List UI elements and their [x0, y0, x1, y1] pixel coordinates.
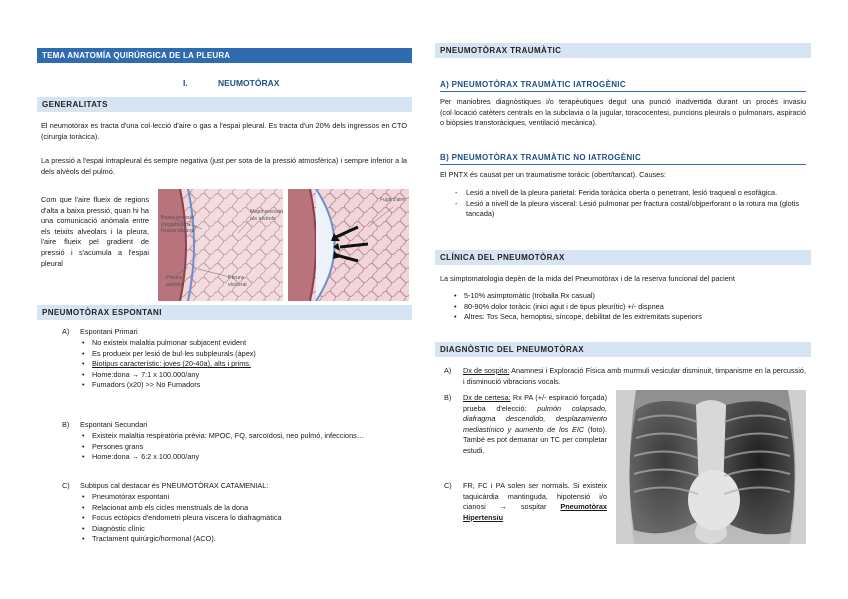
- list-item: [80, 359, 400, 370]
- diagnostic-c-text: [463, 481, 607, 523]
- list-item: • Altres: Tos Seca, hemoptisi, síncope, debilitat de les extremitats superiors: [452, 312, 802, 323]
- tema-title: TEMA ANATOMÍA QUIRÚRGICA DE LA PLEURA: [42, 51, 231, 60]
- section-number: I.: [183, 78, 188, 88]
- diagnostic-b-lead: Dx de certesa:: [463, 393, 511, 402]
- espontani-heading-bar: [37, 305, 412, 320]
- chest-xray-image: [616, 390, 806, 544]
- traumatic-heading: PNEUMOTÒRAX TRAUMÀTIC: [440, 46, 562, 55]
- label-pleura-visceral: Pleura visceral: [228, 275, 247, 288]
- diagnostic-b-body-2: (foto). També es pot demanar un TC per completar estudi.: [463, 424, 607, 455]
- list-item: • Es produeix per lesió de bul·les subpleurals (àpex): [80, 349, 400, 360]
- diagnostic-c-body: FR, FC i PA solen ser normals. Si existeix taquicàrdia mantinguda, hipotensió i/o cianosi → sospitar: [463, 481, 607, 512]
- diagnostic-b-text: [463, 393, 607, 457]
- label-pleura-parietal: Pleura parietal: [166, 275, 185, 288]
- list-item: - Lesió a nivell de la pleura visceral: Lesió pulmonar per fractura costal/objperforant o la rotura ma (glotis tancada): [452, 199, 802, 220]
- generalitats-heading: GENERALITATS: [42, 100, 108, 109]
- list-item: • Home:dona → 7:1 x 100.000/any: [80, 370, 400, 381]
- label-fuga-aire: Fuga d'aire: [380, 197, 405, 203]
- traumatic-b-text: El PNTX és causat per un traumatisme toràcic (obert/tancat). Causes:: [440, 170, 666, 179]
- diagnostic-heading: DIAGNÒSTIC DEL PNEUMOTÒRAX: [440, 345, 585, 354]
- generalitats-paragraph-2: La pressió a l'espai intrapleural és sempre negativa (just per sota de la pressió atmosfèrica) i sempre inferior a la dels alvèols del pulmó.: [41, 156, 407, 176]
- espontani-heading: PNEUMOTÒRAX ESPONTANI: [42, 308, 162, 317]
- diagnostic-c-letter: C): [444, 481, 452, 490]
- clinica-text: La simptomatologia depèn de la mida del Pneumotòrax i de la reserva funcional del pacient: [440, 274, 735, 283]
- list-item: - Lesió a nivell de la pleura parietal: Ferida toràcica oberta o penetrant, lesió traqueal o esofàgica.: [452, 188, 802, 199]
- espontani-c-list: [80, 492, 400, 545]
- traumatic-a-text: Per maniobres diagnòstiques i/o terapèutiques degut una punció inadvertida durant un procés invasiu (col·locació catèters centrals en la subclavia o la jugular, toracocentesi, puncions pleurals o pulmonars, aspiració o biòpsies transtoràciques, ventilació mecànica).: [440, 97, 806, 128]
- diagnostic-a-letter: A): [444, 366, 452, 375]
- diagnostic-c-underline: Pneumotòrax Hipertensiu: [463, 502, 607, 522]
- diagnostic-a-text: [463, 366, 806, 387]
- list-item: • Relacionat amb els cicles menstruals de la dona: [80, 503, 400, 514]
- diagnostic-b-italic: pulmón colapsado, diafragma descendido, desplazamiento mediastínico y aumento de los EIC: [463, 403, 607, 434]
- generalitats-paragraph-1: El neumotòrax es tracta d'una col·lecció d'aire o gas a l'espai pleural. Es tracta d'un 20% dels ingressos en CTO (cirurgia toràcica).: [41, 121, 407, 141]
- diagnostic-b-body: Rx PA (+/- espiració forçada) prueba d'elecció:: [463, 393, 608, 413]
- generalitats-heading-bar: [37, 97, 412, 112]
- espontani-a-letter: A): [62, 327, 70, 336]
- diagnostic-heading-bar: [435, 342, 811, 357]
- list-item: • 5-10% asimptomàtic (troballa Rx casual): [452, 291, 802, 302]
- list-item: • Fumadors (x20) >> No Fumadors: [80, 380, 400, 391]
- traumatic-b-heading: B) PNEUMOTÒRAX TRAUMÀTIC NO IATROGÈNIC: [440, 151, 806, 165]
- list-item: • Focus ectòpics d'endometri pleura viscera lo diafragmàtica: [80, 513, 400, 524]
- espontani-b-title: Espontani Secundari: [80, 420, 148, 429]
- diagnostic-a-lead: Dx de sospita:: [463, 366, 510, 375]
- espontani-c-title: Subtipus cal destacar és PNEUMOTÒRAX CATAMENIAL:: [80, 481, 269, 490]
- diagnostic-a-body: Anamnesi i Exploració Física amb murmuli vesicular disminuit, timpanisme en la percussió, i disminució vibracions vocals.: [463, 366, 806, 386]
- label-major-pressio: Major pressió als alvèols: [250, 209, 284, 222]
- clinica-list: [452, 291, 802, 323]
- traumatic-heading-bar: [435, 43, 811, 58]
- list-item: • No existeix malaltia pulmonar subjacent evident: [80, 338, 400, 349]
- espontani-a-list: [80, 338, 400, 391]
- list-item: • 80-90% dolor toràcic (inici agut i de tipus pleurític) +/- dispnea: [452, 302, 802, 313]
- label-baixa-pressio: Baixa pressió (negativa) a l'espai pleural: [161, 215, 195, 234]
- section-title: NEUMOTÓRAX: [218, 78, 280, 88]
- diagnostic-b-letter: B): [444, 393, 452, 402]
- list-item-text: Biotipus característic: joves (20-40a), alts i prims.: [92, 359, 251, 369]
- list-item: • Home:dona → 6:2 x 100.000/any: [80, 452, 405, 463]
- clinica-heading-bar: [435, 250, 811, 265]
- espontani-b-letter: B): [62, 420, 70, 429]
- espontani-b-list: [80, 431, 405, 463]
- pleura-illustration: [158, 189, 409, 301]
- tema-title-bar: [37, 48, 412, 63]
- section-heading: [37, 78, 412, 92]
- list-item: • Pneumotòrax espontani: [80, 492, 400, 503]
- clinica-heading: CLÍNICA DEL PNEUMOTÒRAX: [440, 253, 565, 262]
- list-item: • Tractament quirúrgic/hormonal (ACO).: [80, 534, 400, 545]
- espontani-a-title: Espontani Primari: [80, 327, 138, 336]
- generalitats-paragraph-3: Com que l'aire flueix de regions d'alta a baixa pressió, quan hi ha una comunicació anòmala entre els teixits alveolars i la pleura, l'aire flueix pel gradient de pressió i s'acumula a l'espai pleural: [41, 195, 149, 268]
- espontani-c-letter: C): [62, 481, 70, 490]
- list-item: • Existeix malaltia respiratòria prèvia: MPOC, FQ, sarcoïdosi, neo pulmó, infeccions…: [80, 431, 405, 442]
- traumatic-a-heading: A) PNEUMOTÒRAX TRAUMÀTIC IATROGÈNIC: [440, 78, 806, 92]
- list-item: • Diagnòstic clínic: [80, 524, 400, 535]
- chest-xray-drawing: [616, 390, 806, 544]
- traumatic-b-list: [452, 188, 802, 220]
- list-item: • Persones grans: [80, 442, 405, 453]
